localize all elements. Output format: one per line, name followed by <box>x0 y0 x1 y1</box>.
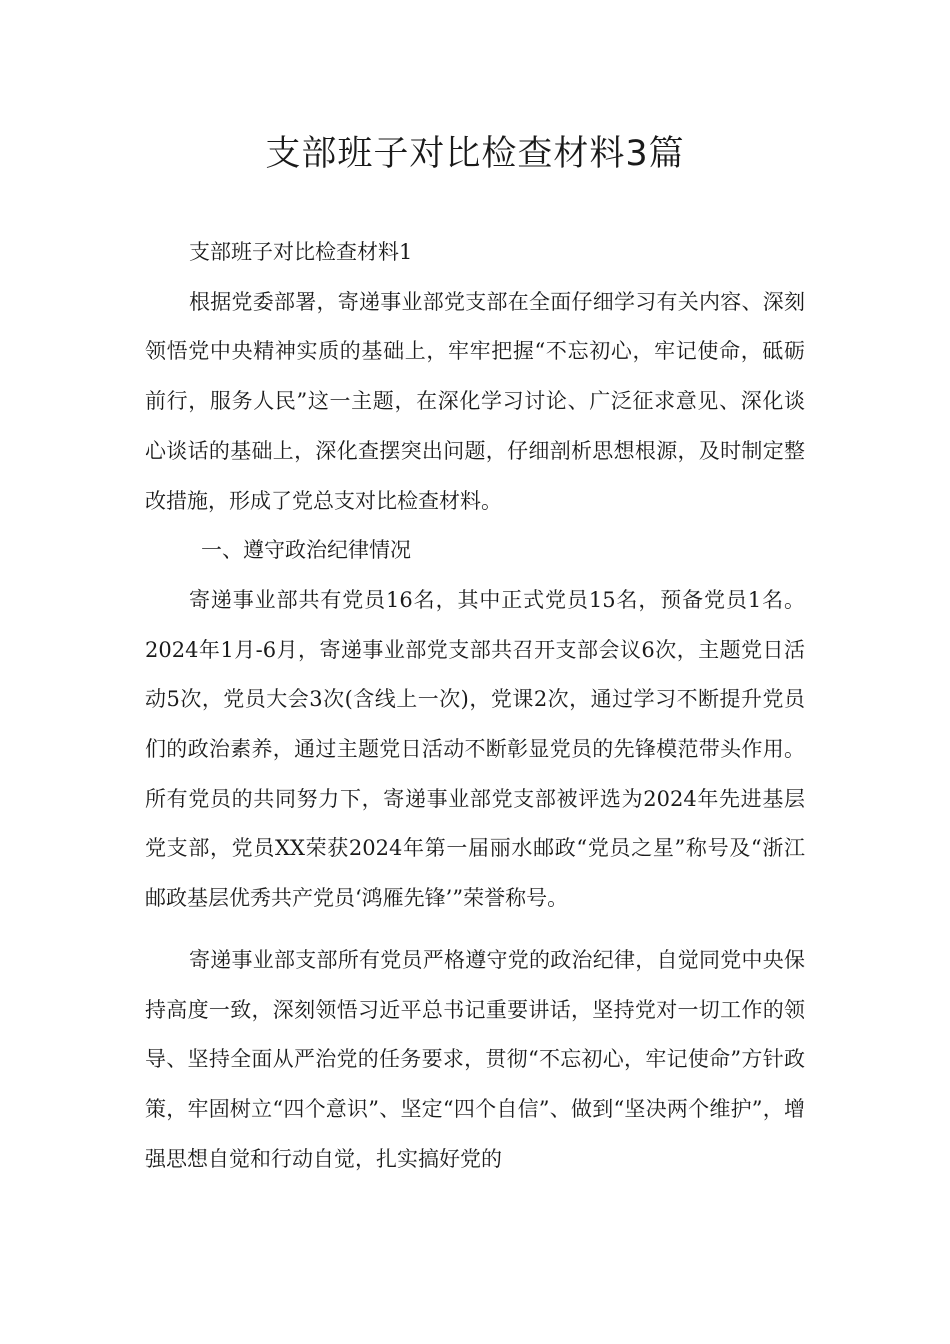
paragraph-intro: 根据党委部署，寄递事业部党支部在全面仔细学习有关内容、深刻领悟党中央精神实质的基础上，牢牢把握“不忘初心，牢记使命，砥砺前行，服务人民”这一主题，在深化学习讨论、广泛征求意见、深化谈心谈话的基础上，深化查摆突出问题，仔细剖析思想根源，及时制定整改措施，形成了党总支对比检查材料。 <box>145 289 805 513</box>
paragraph-discipline: 寄递事业部支部所有党员严格遵守党的政治纪律，自觉同党中央保持高度一致，深刻领悟习近平总书记重要讲话，坚持党对一切工作的领导、坚持全面从严治党的任务要求，贯彻“不忘初心，牢记使命”方针政策，牢固树立“四个意识”、坚定“四个自信”、做到“坚决两个维护”，增强思想自觉和行动自觉，扎实搞好党的 <box>145 947 805 1171</box>
document-body <box>145 228 805 1184</box>
document-title: 支部班子对比检查材料3篇 <box>265 134 685 174</box>
section-heading: 一、遵守政治纪律情况 <box>201 538 411 563</box>
paragraph-members: 寄递事业部共有党员16名，其中正式党员15名，预备党员1名。2024年1月-6月，寄递事业部党支部共召开支部会议6次，主题党日活动5次，党员大会3次(含线上一次)，党课2次，通过学习不断提升党员们的政治素养，通过主题党日活动不断彰显党员的先锋模范带头作用。所有党员的共同努力下，寄递事业部党支部被评选为2024年先进基层党支部，党员XX荣获2024年第一届丽水邮政“党员之星”称号及“浙江邮政基层优秀共产党员‘鸿雁先锋’”荣誉称号。 <box>145 587 805 911</box>
section-subtitle: 支部班子对比检查材料1 <box>189 240 413 264</box>
